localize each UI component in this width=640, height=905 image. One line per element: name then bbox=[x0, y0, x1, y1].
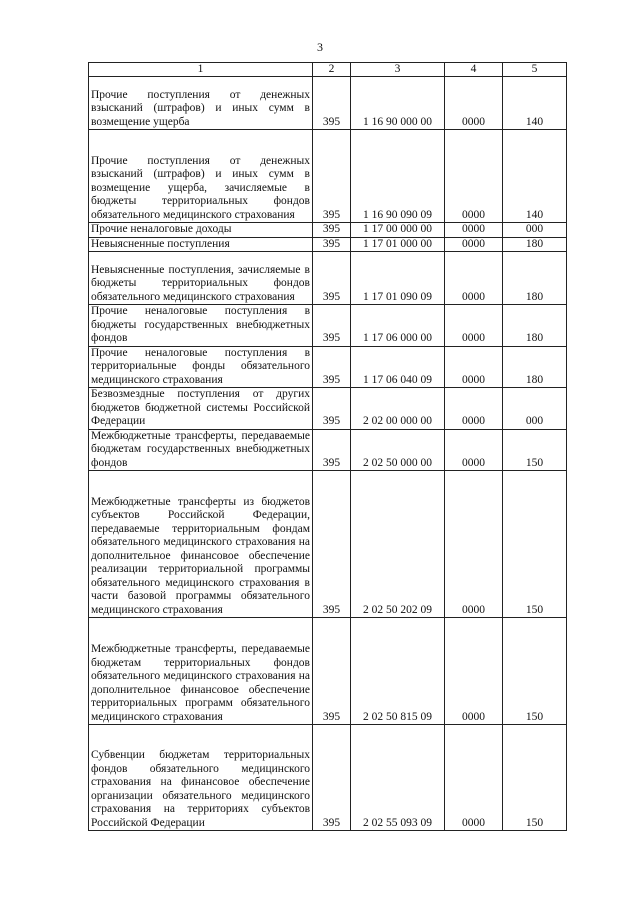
row-code-admin-cell: 395 bbox=[313, 223, 351, 238]
row-code-admin-cell: 395 bbox=[313, 725, 351, 831]
row-kosgu-cell: 180 bbox=[503, 305, 567, 347]
row-subcode-cell: 0000 bbox=[445, 346, 503, 388]
row-name-cell: Прочие поступления от денежных взысканий (штрафов) и иных сумм в возмещение ущерба bbox=[89, 77, 313, 130]
row-subcode-cell: 0000 bbox=[445, 223, 503, 238]
row-name-cell: Прочие поступления от денежных взысканий (штрафов) и иных сумм в возмещение ущерба, зачисляемые в бюджеты территориальных фондов обязательного медицинского страхования bbox=[89, 130, 313, 223]
column-header: 3 bbox=[351, 63, 445, 77]
row-subcode-cell: 0000 bbox=[445, 388, 503, 430]
row-subcode-cell: 0000 bbox=[445, 725, 503, 831]
row-subcode-cell: 0000 bbox=[445, 252, 503, 305]
table-row bbox=[89, 237, 567, 252]
table-body bbox=[89, 77, 567, 831]
row-name-cell: Безвозмездные поступления от других бюджетов бюджетной системы Российской Федерации bbox=[89, 388, 313, 430]
row-code-admin-cell: 395 bbox=[313, 130, 351, 223]
row-code-cell: 2 02 50 202 09 bbox=[351, 471, 445, 618]
page-number: 3 bbox=[317, 40, 323, 54]
row-name-cell: Межбюджетные трансферты из бюджетов субъектов Российской Федерации, передаваемые территориальным фондам обязательного медицинского страхования на дополнительное финансовое обеспечение реализации территориальной программы обязательного медицинского страхования в части базовой программы обязательного медицинского страхования bbox=[89, 471, 313, 618]
column-header: 1 bbox=[89, 63, 313, 77]
row-code-cell: 2 02 50 000 00 bbox=[351, 429, 445, 471]
row-subcode-cell: 0000 bbox=[445, 471, 503, 618]
row-code-cell: 2 02 00 000 00 bbox=[351, 388, 445, 430]
table-row bbox=[89, 252, 567, 305]
column-header: 4 bbox=[445, 63, 503, 77]
table-row bbox=[89, 618, 567, 725]
row-kosgu-cell: 000 bbox=[503, 223, 567, 238]
row-kosgu-cell: 150 bbox=[503, 725, 567, 831]
row-code-cell: 1 16 90 090 09 bbox=[351, 130, 445, 223]
row-code-cell: 1 17 01 000 00 bbox=[351, 237, 445, 252]
row-kosgu-cell: 180 bbox=[503, 237, 567, 252]
column-header: 5 bbox=[503, 63, 567, 77]
row-name-cell: Субвенции бюджетам территориальных фондов обязательного медицинского страхования на финансовое обеспечение организации обязательного медицинского страхования на территориях субъектов Российской Федерации bbox=[89, 725, 313, 831]
row-kosgu-cell: 150 bbox=[503, 471, 567, 618]
row-name-cell: Невыясненные поступления bbox=[89, 237, 313, 252]
row-name-cell: Межбюджетные трансферты, передаваемые бюджетам государственных внебюджетных фондов bbox=[89, 429, 313, 471]
row-name-cell: Межбюджетные трансферты, передаваемые бюджетам территориальных фондов обязательного медицинского страхования на дополнительное финансовое обеспечение территориальных программ обязательного медицинского страхования bbox=[89, 618, 313, 725]
table-row bbox=[89, 725, 567, 831]
row-code-cell: 1 17 00 000 00 bbox=[351, 223, 445, 238]
table-row bbox=[89, 346, 567, 388]
row-kosgu-cell: 140 bbox=[503, 130, 567, 223]
row-subcode-cell: 0000 bbox=[445, 77, 503, 130]
row-code-admin-cell: 395 bbox=[313, 77, 351, 130]
row-subcode-cell: 0000 bbox=[445, 618, 503, 725]
table-row bbox=[89, 429, 567, 471]
table-row bbox=[89, 130, 567, 223]
row-name-cell: Прочие неналоговые доходы bbox=[89, 223, 313, 238]
row-code-cell: 1 17 06 040 09 bbox=[351, 346, 445, 388]
row-name-cell: Прочие неналоговые поступления в территориальные фонды обязательного медицинского страхования bbox=[89, 346, 313, 388]
row-kosgu-cell: 180 bbox=[503, 252, 567, 305]
row-subcode-cell: 0000 bbox=[445, 429, 503, 471]
row-code-admin-cell: 395 bbox=[313, 471, 351, 618]
table-row bbox=[89, 388, 567, 430]
row-code-admin-cell: 395 bbox=[313, 346, 351, 388]
row-code-cell: 1 17 01 090 09 bbox=[351, 252, 445, 305]
row-code-admin-cell: 395 bbox=[313, 305, 351, 347]
row-subcode-cell: 0000 bbox=[445, 237, 503, 252]
row-code-admin-cell: 395 bbox=[313, 252, 351, 305]
row-code-cell: 2 02 50 815 09 bbox=[351, 618, 445, 725]
row-code-admin-cell: 395 bbox=[313, 388, 351, 430]
row-subcode-cell: 0000 bbox=[445, 305, 503, 347]
row-code-admin-cell: 395 bbox=[313, 429, 351, 471]
row-kosgu-cell: 150 bbox=[503, 618, 567, 725]
row-name-cell: Прочие неналоговые поступления в бюджеты государственных внебюджетных фондов bbox=[89, 305, 313, 347]
row-code-cell: 1 16 90 000 00 bbox=[351, 77, 445, 130]
row-code-admin-cell: 395 bbox=[313, 237, 351, 252]
table-row bbox=[89, 305, 567, 347]
column-header: 2 bbox=[313, 63, 351, 77]
row-kosgu-cell: 000 bbox=[503, 388, 567, 430]
table-row bbox=[89, 77, 567, 130]
row-code-cell: 1 17 06 000 00 bbox=[351, 305, 445, 347]
revenue-classification-table bbox=[88, 62, 567, 831]
table-row bbox=[89, 223, 567, 238]
row-code-admin-cell: 395 bbox=[313, 618, 351, 725]
row-code-cell: 2 02 55 093 09 bbox=[351, 725, 445, 831]
row-subcode-cell: 0000 bbox=[445, 130, 503, 223]
table-header-row bbox=[89, 63, 567, 77]
row-name-cell: Невыясненные поступления, зачисляемые в бюджеты территориальных фондов обязательного медицинского страхования bbox=[89, 252, 313, 305]
table-row bbox=[89, 471, 567, 618]
row-kosgu-cell: 140 bbox=[503, 77, 567, 130]
row-kosgu-cell: 180 bbox=[503, 346, 567, 388]
row-kosgu-cell: 150 bbox=[503, 429, 567, 471]
